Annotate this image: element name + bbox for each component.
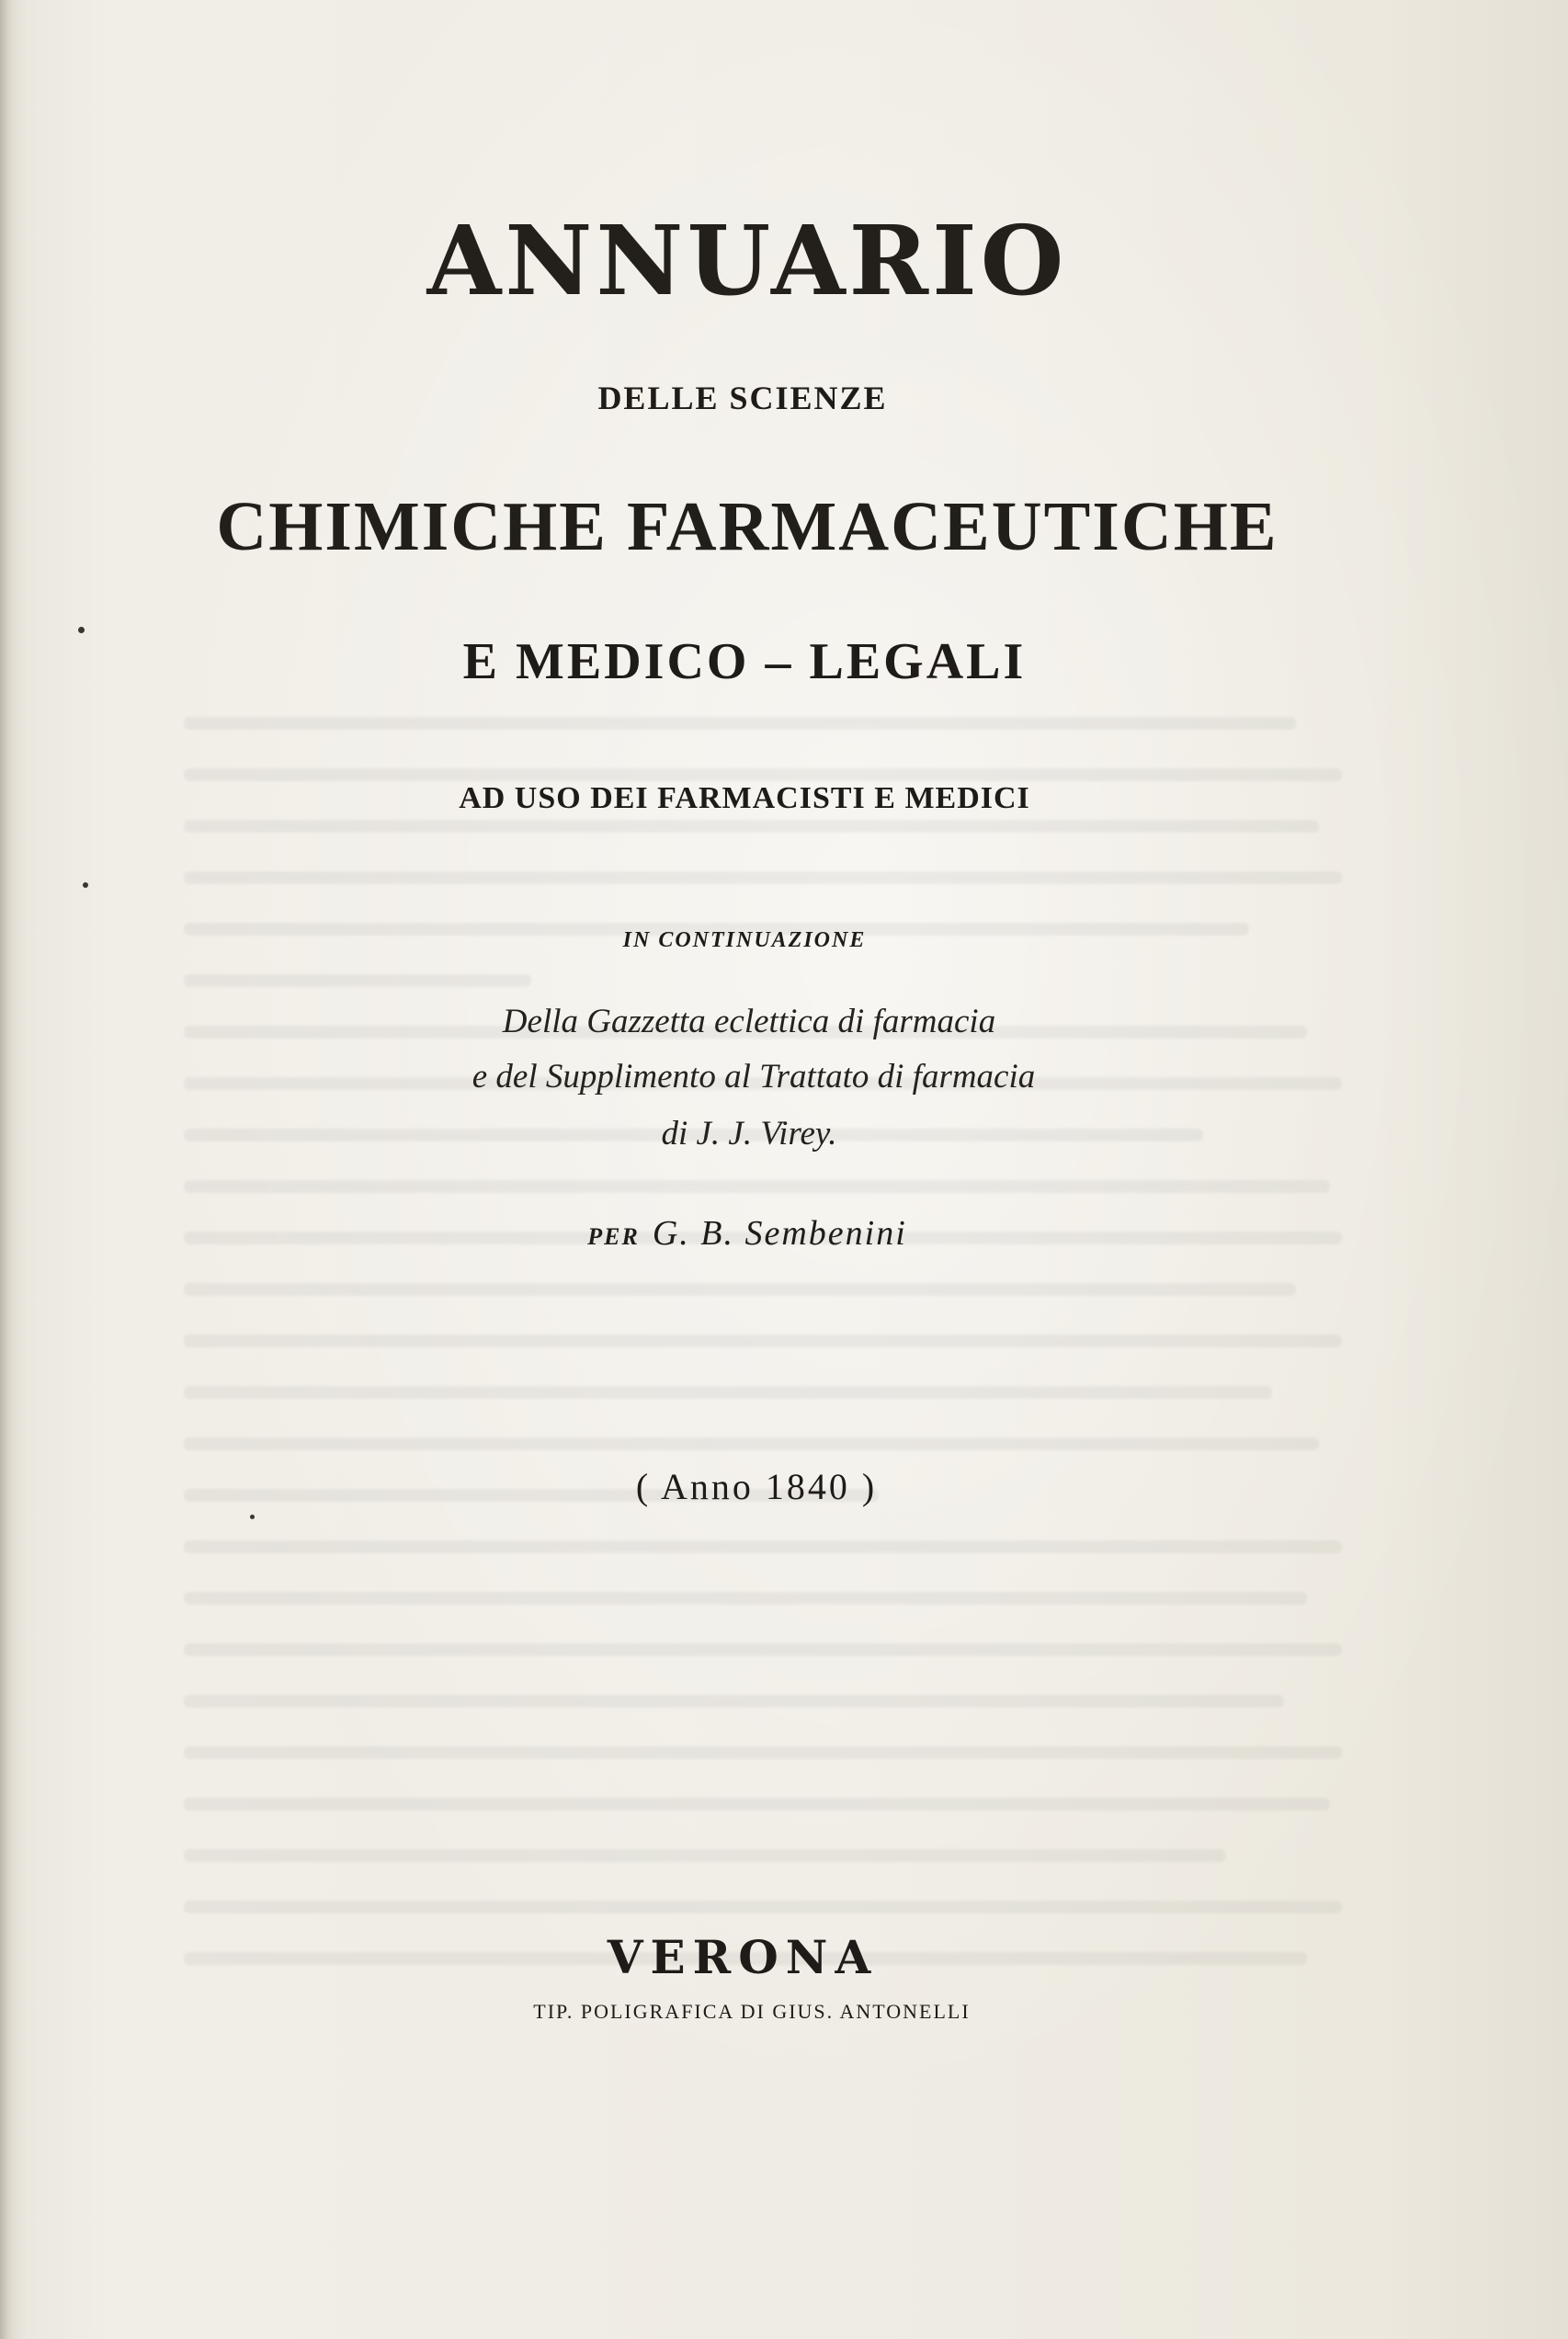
continuation-line-3: di J. J. Virey. [661,1115,837,1152]
continuation-line-2: e del Supplimento al Trattato di farmacia [472,1058,1036,1096]
subtitle-line-2: CHIMICHE FARMACEUTICHE [216,488,1278,565]
ink-speck [83,882,88,888]
book-title: ANNUARIO [426,204,1068,317]
publication-city: VERONA [607,1930,879,1984]
binding-edge [0,0,13,2339]
subtitle-line-1: DELLE SCIENZE [597,380,888,416]
subtitle-line-3: E MEDICO – LEGALI [462,633,1027,690]
author-line [0,1213,1531,1254]
printer-imprint: TIP. POLIGRAFICA DI GIUS. ANTONELLI [533,2000,971,2023]
subtitle-line-4: AD USO DEI FARMACISTI E MEDICI [459,781,1030,815]
author-prefix: PER [587,1223,640,1250]
publication-year: ( Anno 1840 ) [635,1466,878,1507]
ink-speck [250,1515,255,1519]
continuation-line-1: Della Gazzetta eclettica di farmacia [502,1003,996,1040]
continuation-label: IN CONTINUAZIONE [622,928,867,952]
author-name: G. B. Sembenini [652,1214,907,1253]
